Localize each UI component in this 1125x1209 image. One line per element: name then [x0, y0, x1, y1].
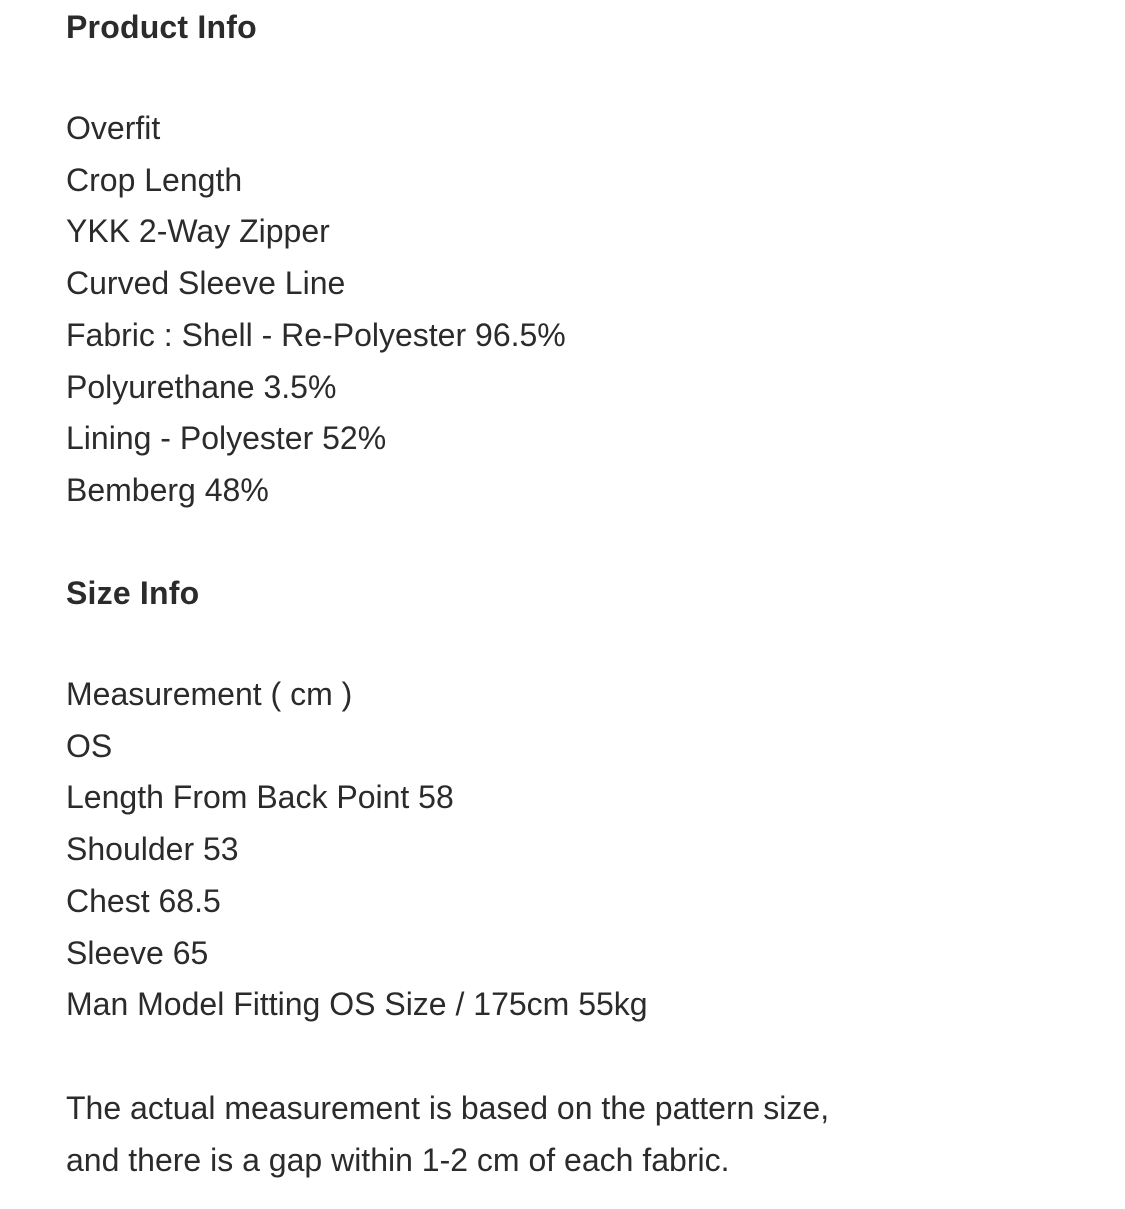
measurement-note — [66, 1083, 829, 1186]
note-line: and there is a gap within 1-2 cm of each fabric. — [66, 1141, 730, 1178]
size-info-line: Shoulder 53 — [66, 831, 239, 868]
note-line: The actual measurement is based on the pattern size, — [66, 1090, 830, 1126]
size-info-list — [66, 669, 648, 1031]
size-info-line: Chest 68.5 — [66, 882, 221, 919]
product-info-line: Overfit — [66, 110, 161, 146]
product-info-line: Crop Length — [66, 161, 243, 198]
product-info-line: Lining - Polyester 52% — [66, 420, 387, 457]
size-info-line: Measurement ( cm ) — [66, 676, 353, 712]
product-info-heading: Product Info — [66, 9, 257, 45]
size-info-heading: Size Info — [66, 575, 200, 611]
size-info-line: Sleeve 65 — [66, 934, 209, 971]
product-info-list — [66, 103, 566, 517]
size-info-line: OS — [66, 727, 113, 764]
size-info-line: Length From Back Point 58 — [66, 779, 454, 816]
product-info-line: Bemberg 48% — [66, 471, 269, 508]
product-info-line: YKK 2-Way Zipper — [66, 213, 330, 250]
product-info-line: Curved Sleeve Line — [66, 265, 346, 302]
size-info-line: Man Model Fitting OS Size / 175cm 55kg — [66, 986, 648, 1023]
product-info-line: Fabric : Shell - Re-Polyester 96.5% — [66, 316, 566, 353]
product-info-line: Polyurethane 3.5% — [66, 368, 337, 405]
